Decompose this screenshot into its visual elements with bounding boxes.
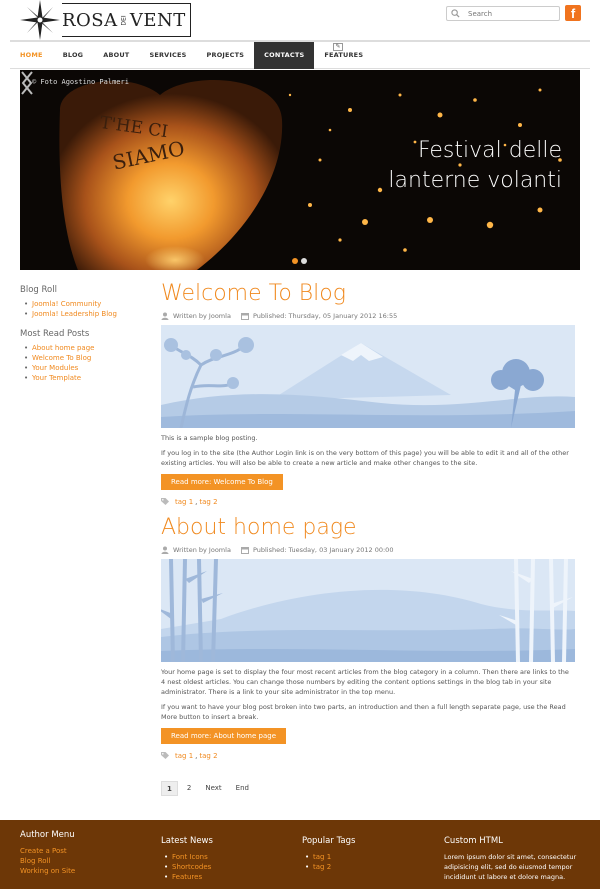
slider-dot-1[interactable]	[292, 258, 298, 264]
nav-item-about[interactable]: ABOUT	[103, 51, 130, 59]
nav-item-home[interactable]: HOME	[20, 51, 43, 59]
footer-custom-html	[444, 836, 584, 882]
article-author: Written by Joomla	[173, 546, 231, 554]
slider-dot-2[interactable]	[301, 258, 307, 264]
tag-separator: ,	[195, 752, 198, 760]
magnifier-icon	[451, 9, 460, 18]
footer-link[interactable]: • Font Icons	[161, 852, 213, 862]
main-content	[161, 280, 575, 762]
article-intro: This is a sample blog posting.	[161, 434, 258, 442]
page-link-current[interactable]: 1	[161, 781, 178, 796]
most-read-link[interactable]: • Your Modules	[20, 363, 150, 373]
sidebar	[20, 285, 150, 393]
blog-roll-link[interactable]: • Joomla! Leadership Blog	[20, 309, 150, 319]
slide-caption	[388, 136, 562, 196]
footer-list	[302, 852, 355, 872]
footer-author-menu	[20, 830, 75, 876]
footer-link[interactable]: • Shortcodes	[161, 862, 213, 872]
most-read-link[interactable]: • About home page	[20, 343, 150, 353]
footer-list	[161, 852, 213, 882]
most-read-list	[20, 343, 150, 383]
article	[161, 514, 575, 762]
compass-star-icon	[20, 0, 60, 40]
page-next[interactable]: Next	[205, 784, 222, 792]
search-box[interactable]	[446, 6, 560, 21]
article-date: Published: Tuesday, 03 January 2012 00:00	[252, 546, 394, 554]
logo-text-dei: DEI	[120, 14, 128, 26]
search-input[interactable]	[468, 10, 558, 18]
article-title[interactable]: Welcome To Blog	[161, 281, 346, 306]
most-read-link[interactable]: • Welcome To Blog	[20, 353, 150, 363]
blog-roll-link[interactable]: • Joomla! Community	[20, 299, 150, 309]
footer	[0, 820, 600, 889]
site-logo[interactable]	[20, 0, 191, 40]
article-meta	[161, 310, 575, 322]
mountain-illustration	[161, 325, 575, 428]
calendar-icon	[241, 312, 249, 320]
footer-heading: Author Menu	[20, 830, 75, 840]
article-tags	[161, 496, 575, 508]
bamboo-illustration	[161, 559, 575, 662]
logo-text-left: ROSA	[62, 9, 118, 31]
footer-heading: Custom HTML	[444, 836, 503, 846]
footer-heading: Latest News	[161, 836, 213, 846]
footer-latest-news	[161, 836, 213, 882]
pencil-icon[interactable]: ✎	[333, 43, 343, 51]
footer-link[interactable]: • tag 2	[302, 862, 355, 872]
lantern-writing-1: T'HE CI	[98, 112, 170, 143]
tag-icon	[161, 498, 169, 506]
nav-item-blog[interactable]: BLOG	[62, 51, 84, 59]
article-title[interactable]: About home page	[161, 515, 357, 540]
chevron-right-icon[interactable]	[20, 70, 34, 96]
read-more-button[interactable]: Read more: Welcome To Blog	[161, 474, 283, 490]
tag-link[interactable]: tag 1	[175, 498, 194, 506]
facebook-icon[interactable]: f	[565, 5, 581, 21]
main-nav	[10, 40, 590, 69]
article-body: If you log in to the site (the Author Login link is on the very bottom of this page) you will be able to edit it and all of the other existing articles. You will also be able to create a new article and make other changes to the site.	[161, 449, 569, 467]
footer-heading: Popular Tags	[302, 836, 356, 846]
slider-dots	[292, 258, 307, 264]
read-more-button[interactable]: Read more: About home page	[161, 728, 286, 744]
calendar-icon	[241, 546, 249, 554]
nav-item-features[interactable]: FEATURES	[324, 51, 364, 59]
tag-link[interactable]: tag 1	[175, 752, 194, 760]
hero-slider	[20, 70, 580, 270]
footer-link[interactable]: • tag 1	[302, 852, 355, 862]
most-read-link[interactable]: • Your Template	[20, 373, 150, 383]
footer-popular-tags	[302, 836, 355, 872]
footer-link[interactable]: Create a Post	[20, 847, 67, 855]
user-icon	[161, 546, 169, 554]
article-date: Published: Thursday, 05 January 2012 16:55	[252, 312, 398, 320]
footer-text: Lorem ipsum dolor sit amet, consectetur adipisicing elit, sed do eiusmod tempor incididunt ut labore et dolore magna.	[444, 853, 577, 881]
article-tags	[161, 750, 575, 762]
article-author: Written by Joomla	[173, 312, 231, 320]
slide-caption-line-2: lanterne volanti	[388, 168, 562, 193]
footer-link[interactable]: Blog Roll	[20, 857, 51, 865]
nav-item-contacts[interactable]: CONTACTS	[254, 42, 314, 69]
user-icon	[161, 312, 169, 320]
article-intro: Your home page is set to display the four most recent articles from the blog category in a column. Then there are links to the 4 nest oldest articles. You can change those numbers by editing the content options settings in the blog tab in your site administrator. There is a link to your site administrator in the top menu.	[161, 668, 569, 696]
tag-icon	[161, 752, 169, 760]
photo-credit: © Foto Agostino Palmeri	[32, 78, 129, 86]
most-read-heading: Most Read Posts	[20, 329, 90, 339]
lantern-writing-2: SIAMO	[110, 136, 187, 175]
footer-link[interactable]: Working on Site	[20, 867, 76, 875]
article-body: If you want to have your blog post broken into two parts, an introduction and then a full length separate page, use the Read More button to insert a break.	[161, 703, 566, 721]
nav-item-services[interactable]: SERVICES	[149, 51, 187, 59]
article	[161, 280, 575, 508]
article-meta	[161, 544, 575, 556]
page-link[interactable]: 2	[186, 784, 192, 792]
tag-link[interactable]: tag 2	[199, 498, 218, 506]
page-end[interactable]: End	[235, 784, 249, 792]
blog-roll-list	[20, 299, 150, 319]
footer-link[interactable]: • Features	[161, 872, 213, 882]
nav-item-projects[interactable]: PROJECTS	[206, 51, 245, 59]
tag-link[interactable]: tag 2	[199, 752, 218, 760]
tag-separator: ,	[195, 498, 198, 506]
logo-text-right: VENT	[129, 9, 186, 31]
logo-wordmark	[62, 3, 191, 37]
blog-roll-heading: Blog Roll	[20, 285, 57, 295]
slide-caption-line-1: Festival delle	[417, 138, 562, 163]
pagination	[161, 781, 254, 796]
